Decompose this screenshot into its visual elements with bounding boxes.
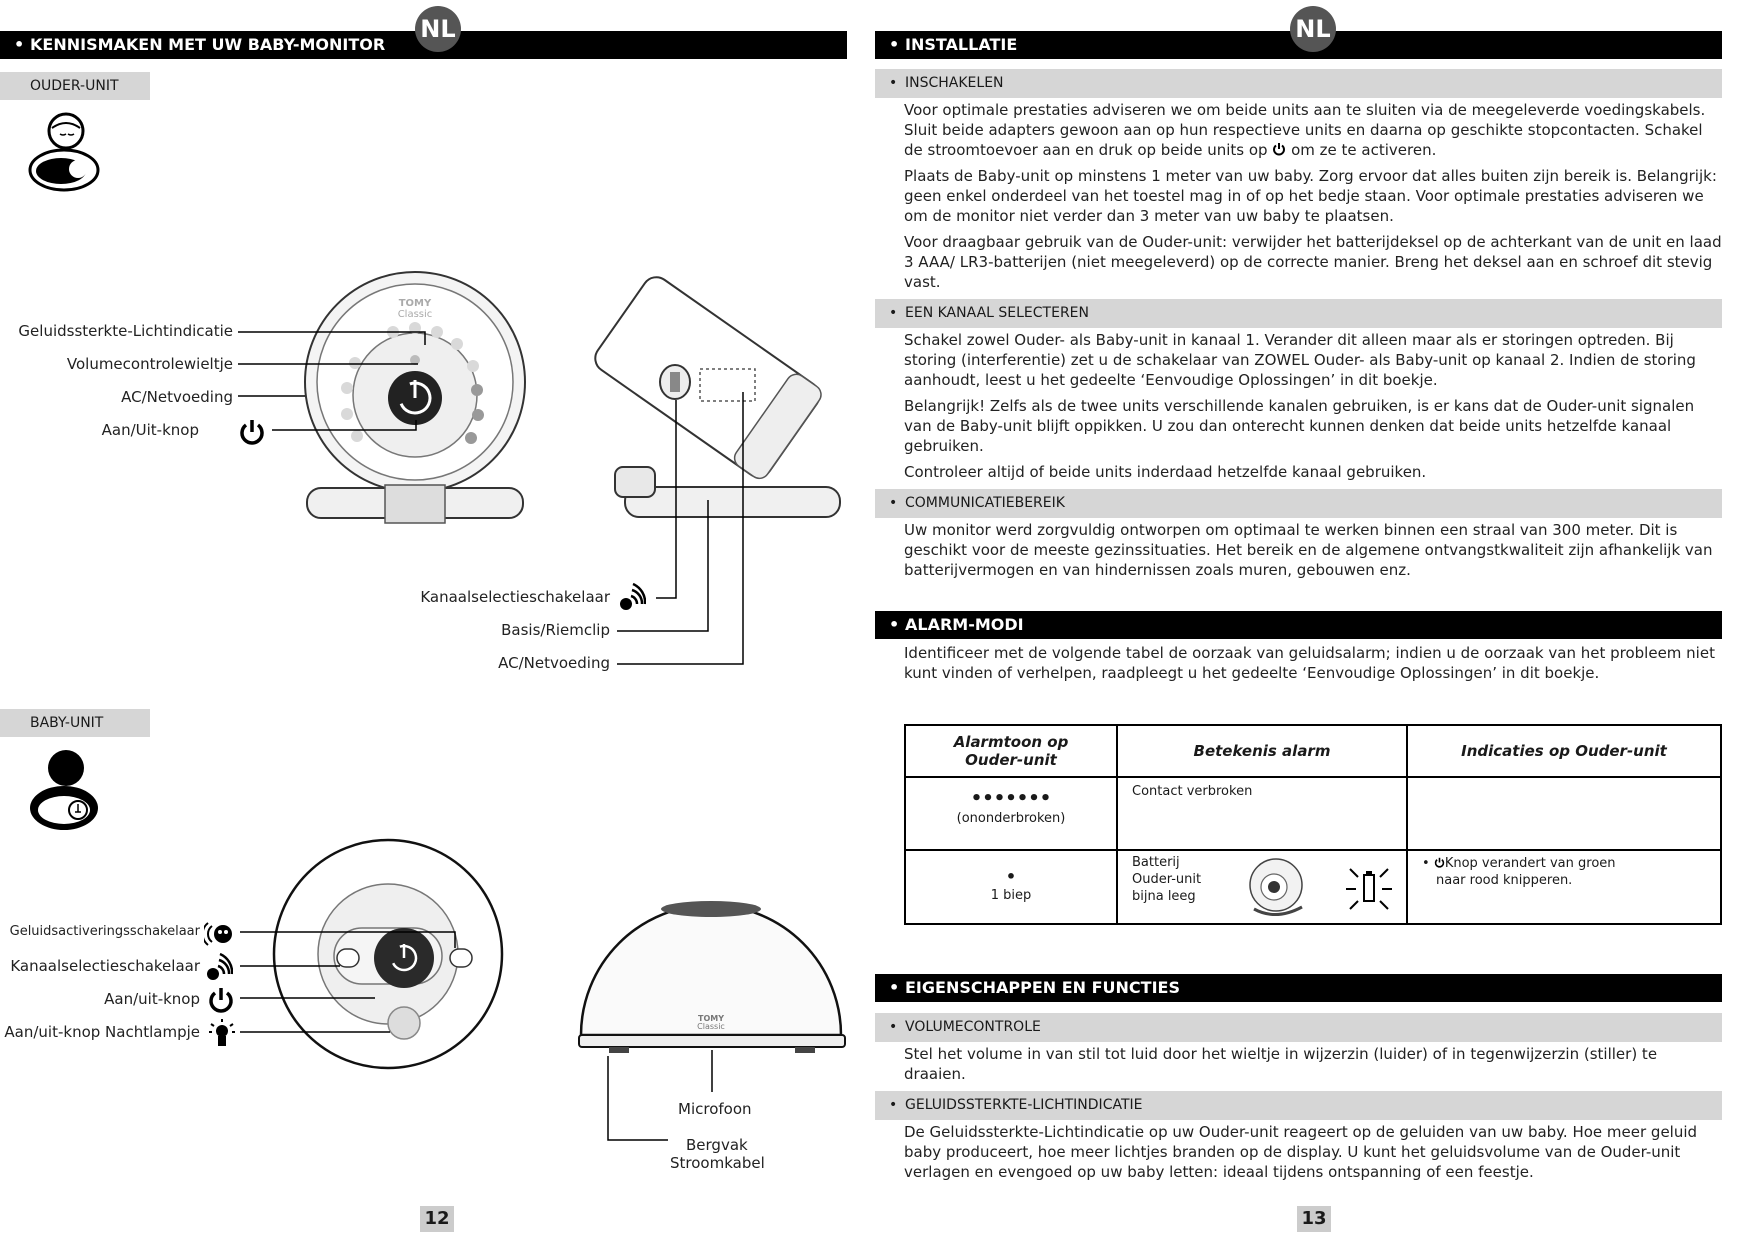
brand-sub-baby: Classic (697, 1022, 725, 1031)
caption-kanaal-side: Kanaalselectieschakelaar (420, 588, 610, 606)
subheader-kanaal (875, 299, 1722, 328)
meaning-cell: Contact verbroken (1117, 777, 1407, 850)
subheader-text: COMMUNICATIEBEREIK (905, 495, 1065, 511)
caption-geluidssterkte: Geluidssterkte-Lichtindicatie (18, 322, 233, 340)
baby-unit-label: BABY-UNIT (0, 709, 150, 737)
bullet: • (889, 1019, 898, 1035)
subheader-text: GELUIDSSTERKTE-LICHTINDICATIE (905, 1097, 1143, 1113)
indication-cell (1407, 777, 1721, 850)
paragraph: Uw monitor werd zorgvuldig ontworpen om optimaal te werken binnen een straal van 300 meter. Dit is geschikt voor de meeste gezinssituaties. Het bereik en de algemene ontvangstkwaliteit zijn afhankelijk van batterijvermogen en van hindernissen zoals muren, gebouwen enz. (904, 521, 1713, 579)
caption-ac: AC/Netvoeding (121, 388, 233, 406)
caption-volume: Volumecontrolewieltje (66, 355, 233, 373)
alarm-intro (904, 643, 1722, 689)
subheader-communicatiebereik (875, 489, 1722, 518)
caption-aan-uit-baby: Aan/uit-knop (104, 990, 200, 1008)
tone-cell (905, 777, 1117, 850)
table-header-indication: Indicaties op Ouder-unit (1407, 725, 1721, 777)
bullet: • (889, 305, 898, 321)
caption-geluidsactivering: Geluidsactiveringsschakelaar (9, 924, 200, 939)
caption-kanaal-baby: Kanaalselectieschakelaar (10, 957, 200, 975)
meaning-cell (1117, 850, 1407, 924)
features-header-title: EIGENSCHAPPEN EN FUNCTIES (905, 978, 1180, 997)
paragraph: Identificeer met de volgende tabel de oorzaak van geluidsalarm; indien u de oorzaak van het probleem niet kunt vinden of verhelpen, raadpleegt u het gedeelte ‘Eenvoudige Oplossingen’ in dit boekje. (904, 644, 1715, 682)
paragraph: Schakel zowel Ouder- als Baby-unit in kanaal 1. Verander dit alleen maar als er storingen optreden. Bij storing (interferentie) zet u de schakelaar van ZOWEL Ouder- als Baby-unit op kanaal 2. Indien de storing aanhoudt, leest u het gedeelte ‘Eenvoudige Oplossingen’ in dit boekje. (904, 331, 1696, 389)
language-badge: NL (1290, 6, 1336, 52)
paragraph: Voor draagbaar gebruik van de Ouder-unit: verwijder het batterijdeksel op de achterkant van de unit en laad 3 AAA/ LR3-batterijen (niet meegeleverd) op de correcte manier. Breng het deksel aan en schroef dit stevig vast. (904, 233, 1722, 291)
paragraph: Plaats de Baby-unit op minstens 1 meter van uw baby. Zorg ervoor dat alles buiten zijn bereik is. Belangrijk: geen enkel onderdeel van het toestel mag in of op het bedje staan. Voor optimale prestaties adviseren we om de monitor niet verder dan 3 meter van uw baby te plaatsen. (904, 167, 1717, 225)
paragraph: Controleer altijd of beide units inderdaad hetzelfde kanaal gebruiken. (904, 463, 1427, 481)
language-badge: NL (415, 6, 461, 52)
alarm-header-title: ALARM-MODI (905, 615, 1024, 634)
bullet: • (889, 35, 900, 54)
bereik-text (904, 520, 1722, 586)
bullet: • (14, 35, 25, 54)
p1-part-b: om ze te activeren. (1286, 141, 1437, 159)
table-row (905, 777, 1721, 850)
indication-line: • Knop verandert van groen (1422, 856, 1616, 871)
meaning-line: Ouder-unit (1132, 872, 1202, 887)
brand-sub: Classic (397, 309, 433, 320)
header-line: Alarmtoon op (953, 733, 1069, 751)
subheader-text: EEN KANAAL SELECTEREN (905, 305, 1089, 321)
power-icon (207, 986, 235, 1014)
caption-nachtlampje: Aan/uit-knop Nachtlampje (4, 1023, 200, 1041)
ouder-unit-label: OUDER-UNIT (0, 72, 150, 100)
header-line: Ouder-unit (965, 751, 1057, 769)
subheader-volume (875, 1013, 1722, 1042)
lichtindicatie-text (904, 1122, 1722, 1188)
table-row (905, 850, 1721, 924)
paragraph: Belangrijk! Zelfs als de twee units verschillende kanalen gebruiken, is er kans dat de Ouder-unit signalen van de Baby-unit blijft oppikken. U zou dan onterecht kunnen denken dat beide units hetzelfde kanaal gebruiken. (904, 397, 1695, 455)
tone-cell (905, 850, 1117, 924)
caption-ac-side: AC/Netvoeding (498, 654, 610, 672)
indication-line: naar rood knipperen. (1436, 873, 1573, 888)
inschakelen-text (904, 100, 1722, 298)
power-icon (1434, 857, 1445, 868)
bullet: • (889, 495, 898, 511)
tone-sub: 1 biep (990, 888, 1032, 903)
subheader-text: VOLUMECONTROLE (905, 1019, 1041, 1035)
caption-bergvak: Bergvak (686, 1136, 748, 1154)
kanaal-text (904, 330, 1722, 488)
power-icon (1272, 142, 1286, 156)
alarm-header (875, 611, 1722, 639)
brand-top-baby: TOMY (697, 1014, 725, 1023)
table-header-tone (905, 725, 1117, 777)
meaning-line: bijna leeg (1132, 889, 1196, 904)
caption-aan-uit: Aan/Uit-knop (101, 421, 199, 439)
paragraph (904, 100, 1722, 160)
sound-activation-icon (204, 920, 234, 948)
alarm-table (904, 724, 1722, 925)
left-header-title: KENNISMAKEN MET UW BABY-MONITOR (30, 35, 386, 54)
battery-icon (1344, 863, 1394, 913)
baby-unit-side-illustration (575, 895, 850, 1065)
subheader-text: INSCHAKELEN (905, 75, 1004, 91)
tone-dots: ••••••• (970, 788, 1052, 809)
subheader-inschakelen (875, 69, 1722, 98)
page-number-right: 13 (1297, 1206, 1331, 1232)
meaning-line: Batterij (1132, 855, 1180, 870)
paragraph: De Geluidssterkte-Lichtindicatie op uw Ouder-unit reageert op de geluiden van uw baby. Hoe meer geluid baby produceert, hoe meer lichtjes branden op de display. U kunt het geluidsvolume van de Ouder-unit verlagen en evengoed op uw baby letten: ideaal tijdens ontspanning of een feestje. (904, 1123, 1698, 1181)
volume-text (904, 1044, 1722, 1090)
brand-top: TOMY (398, 298, 432, 309)
indication-cell (1407, 850, 1721, 924)
caption-basis: Basis/Riemclip (501, 621, 610, 639)
table-header-meaning: Betekenis alarm (1117, 725, 1407, 777)
subheader-lichtindicatie (875, 1091, 1722, 1120)
bullet: • (889, 978, 900, 997)
channel-icon (205, 952, 233, 982)
p1-part-a: Voor optimale prestaties adviseren we om beide units aan te sluiten via de meegeleverde voedingskabels. Sluit beide adapters gewoon aan op hun respectieve units en daarna op geschikte stopcontacten. Schakel de stroomtoevoer aan en druk op beide units op (904, 101, 1706, 159)
caption-microfoon: Microfoon (678, 1100, 752, 1118)
caption-stroomkabel: Stroomkabel (670, 1154, 765, 1172)
bullet: • (889, 1097, 898, 1113)
tone-sub: (ononderbroken) (956, 811, 1066, 826)
night-light-icon (208, 1018, 236, 1050)
bullet: • (889, 75, 898, 91)
tone-dots: • (1005, 867, 1017, 886)
bullet: • (889, 615, 900, 634)
page-number-left: 12 (420, 1206, 454, 1232)
right-header-title: INSTALLATIE (905, 35, 1018, 54)
paragraph: Stel het volume in van stil tot luid door het wieltje in wijzerzin (luider) of in tegenwijzerzin (stiller) te draaien. (904, 1045, 1658, 1083)
indication-text: Knop verandert van groen (1444, 856, 1616, 871)
ouder-unit-mini-illustration (1240, 857, 1312, 921)
features-header (875, 974, 1722, 1002)
